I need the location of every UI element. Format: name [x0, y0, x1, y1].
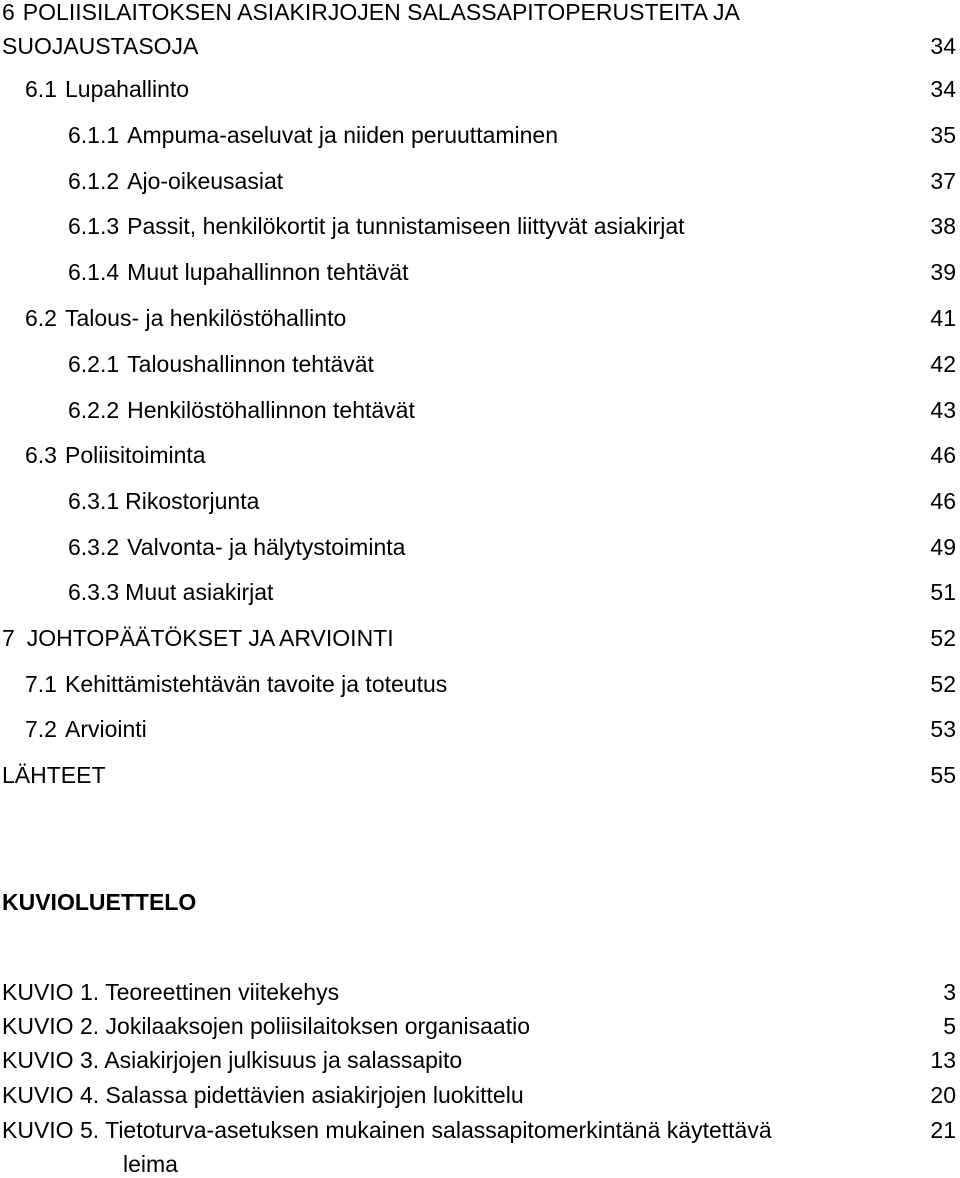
toc-page-number: 43 [930, 397, 956, 423]
toc-title: Valvonta- ja hälytystoiminta [127, 534, 406, 560]
toc-number: 6.3.2 [68, 534, 120, 560]
toc-title: POLIISILAITOKSEN ASIAKIRJOJEN SALASSAPITOPERUSTEITA JA [22, 0, 740, 25]
toc-entry-6[interactable] [0, 0, 960, 26]
toc-number: 6 [2, 0, 15, 25]
toc-page-number: 52 [930, 625, 956, 651]
toc-entry-7-1[interactable] [0, 670, 960, 698]
toc-page-number: 46 [930, 442, 956, 468]
figure-page-number: 3 [943, 979, 956, 1005]
toc-number: 7.2 [25, 716, 57, 742]
figure-title-continuation: leima [123, 1151, 178, 1177]
toc-page-number: 35 [930, 122, 956, 148]
toc-page-number: 38 [930, 213, 956, 239]
toc-page-number: 53 [930, 716, 956, 742]
toc-title: Rikostorjunta [125, 488, 260, 514]
toc-title: Kehittämistehtävän tavoite ja toteutus [64, 671, 448, 697]
toc-title: SUOJAUSTASOJA [2, 33, 199, 59]
figure-title: KUVIO 2. Jokilaaksojen poliisilaitoksen organisaatio [2, 1013, 531, 1039]
toc-title: Muut asiakirjat [125, 579, 274, 605]
toc-title: Talous- ja henkilöstöhallinto [64, 305, 347, 331]
toc-page-number: 55 [930, 762, 956, 788]
figure-title: KUVIO 3. Asiakirjojen julkisuus ja salassapito [2, 1047, 463, 1073]
toc-page-number: 34 [930, 33, 956, 59]
toc-title: Arviointi [64, 716, 147, 742]
toc-number: 6.2 [25, 305, 57, 331]
toc-number: 6.1.4 [68, 259, 120, 285]
toc-number: 6.1 [25, 76, 57, 102]
toc-title: Lupahallinto [64, 76, 190, 102]
toc-number: 7 [2, 625, 15, 651]
toc-title: Poliisitoiminta [64, 442, 206, 468]
toc-page-number: 52 [930, 671, 956, 697]
toc-page-number: 46 [930, 488, 956, 514]
toc-page-number: 37 [930, 168, 956, 194]
toc-number: 6.2.1 [68, 351, 120, 377]
toc-entry-6-continued[interactable] [0, 32, 960, 60]
toc-entry-6-2[interactable] [0, 304, 960, 332]
figure-title: KUVIO 4. Salassa pidettävien asiakirjojen luokittelu [2, 1082, 524, 1108]
toc-entry-6-3-1[interactable] [0, 487, 960, 515]
figures-heading: KUVIOLUETTELO [2, 889, 197, 915]
toc-number: 6.3.1 [68, 488, 120, 514]
toc-entry-6-1-4[interactable] [0, 258, 960, 286]
toc-entry-7[interactable] [0, 624, 960, 652]
toc-title: JOHTOPÄÄTÖKSET JA ARVIOINTI [26, 625, 394, 651]
toc-title: Passit, henkilökortit ja tunnistamiseen liittyvät asiakirjat [127, 213, 685, 239]
figure-entry-5[interactable] [0, 1116, 960, 1144]
figure-entry-1[interactable] [0, 978, 960, 1006]
figure-title: KUVIO 5. Tietoturva-asetuksen mukainen salassapitomerkintänä käytettävä [2, 1117, 772, 1143]
figure-page-number: 20 [930, 1082, 956, 1108]
figure-title: KUVIO 1. Teoreettinen viitekehys [2, 979, 340, 1005]
toc-number: 6.3 [25, 442, 57, 468]
figure-entry-3[interactable] [0, 1046, 960, 1074]
figure-page-number: 5 [943, 1013, 956, 1039]
toc-page-number: 34 [930, 76, 956, 102]
toc-entry-lahteet[interactable] [0, 761, 960, 789]
toc-title: Muut lupahallinnon tehtävät [127, 259, 409, 285]
toc-title: Taloushallinnon tehtävät [127, 351, 374, 377]
toc-entry-6-1-2[interactable] [0, 167, 960, 195]
toc-entry-6-3-2[interactable] [0, 533, 960, 561]
toc-page-number: 51 [930, 579, 956, 605]
toc-number: 6.3.3 [68, 579, 120, 605]
toc-page-number: 42 [930, 351, 956, 377]
toc-entry-6-1-3[interactable] [0, 212, 960, 240]
figure-page-number: 21 [930, 1117, 956, 1143]
toc-entry-6-2-1[interactable] [0, 350, 960, 378]
toc-title: Henkilöstöhallinnon tehtävät [127, 397, 415, 423]
toc-entry-6-1[interactable] [0, 75, 960, 103]
toc-title: Ampuma-aseluvat ja niiden peruuttaminen [127, 122, 559, 148]
toc-number: 7.1 [25, 671, 57, 697]
figure-entry-2[interactable] [0, 1012, 960, 1040]
toc-page-number: 39 [930, 259, 956, 285]
toc-number: 6.2.2 [68, 397, 120, 423]
toc-number: 6.1.2 [68, 168, 120, 194]
toc-entry-6-3-3[interactable] [0, 578, 960, 606]
toc-entry-6-1-1[interactable] [0, 121, 960, 149]
toc-number: 6.1.3 [68, 213, 120, 239]
figure-entry-4[interactable] [0, 1081, 960, 1109]
toc-number: 6.1.1 [68, 122, 120, 148]
toc-entry-text [2, 0, 740, 26]
toc-entry-6-2-2[interactable] [0, 396, 960, 424]
toc-entry-7-2[interactable] [0, 715, 960, 743]
toc-title: LÄHTEET [2, 762, 106, 788]
figure-page-number: 13 [930, 1047, 956, 1073]
toc-entry-6-3[interactable] [0, 441, 960, 469]
toc-page-number: 41 [930, 305, 956, 331]
toc-title: Ajo-oikeusasiat [127, 168, 284, 194]
toc-page-number: 49 [930, 534, 956, 560]
